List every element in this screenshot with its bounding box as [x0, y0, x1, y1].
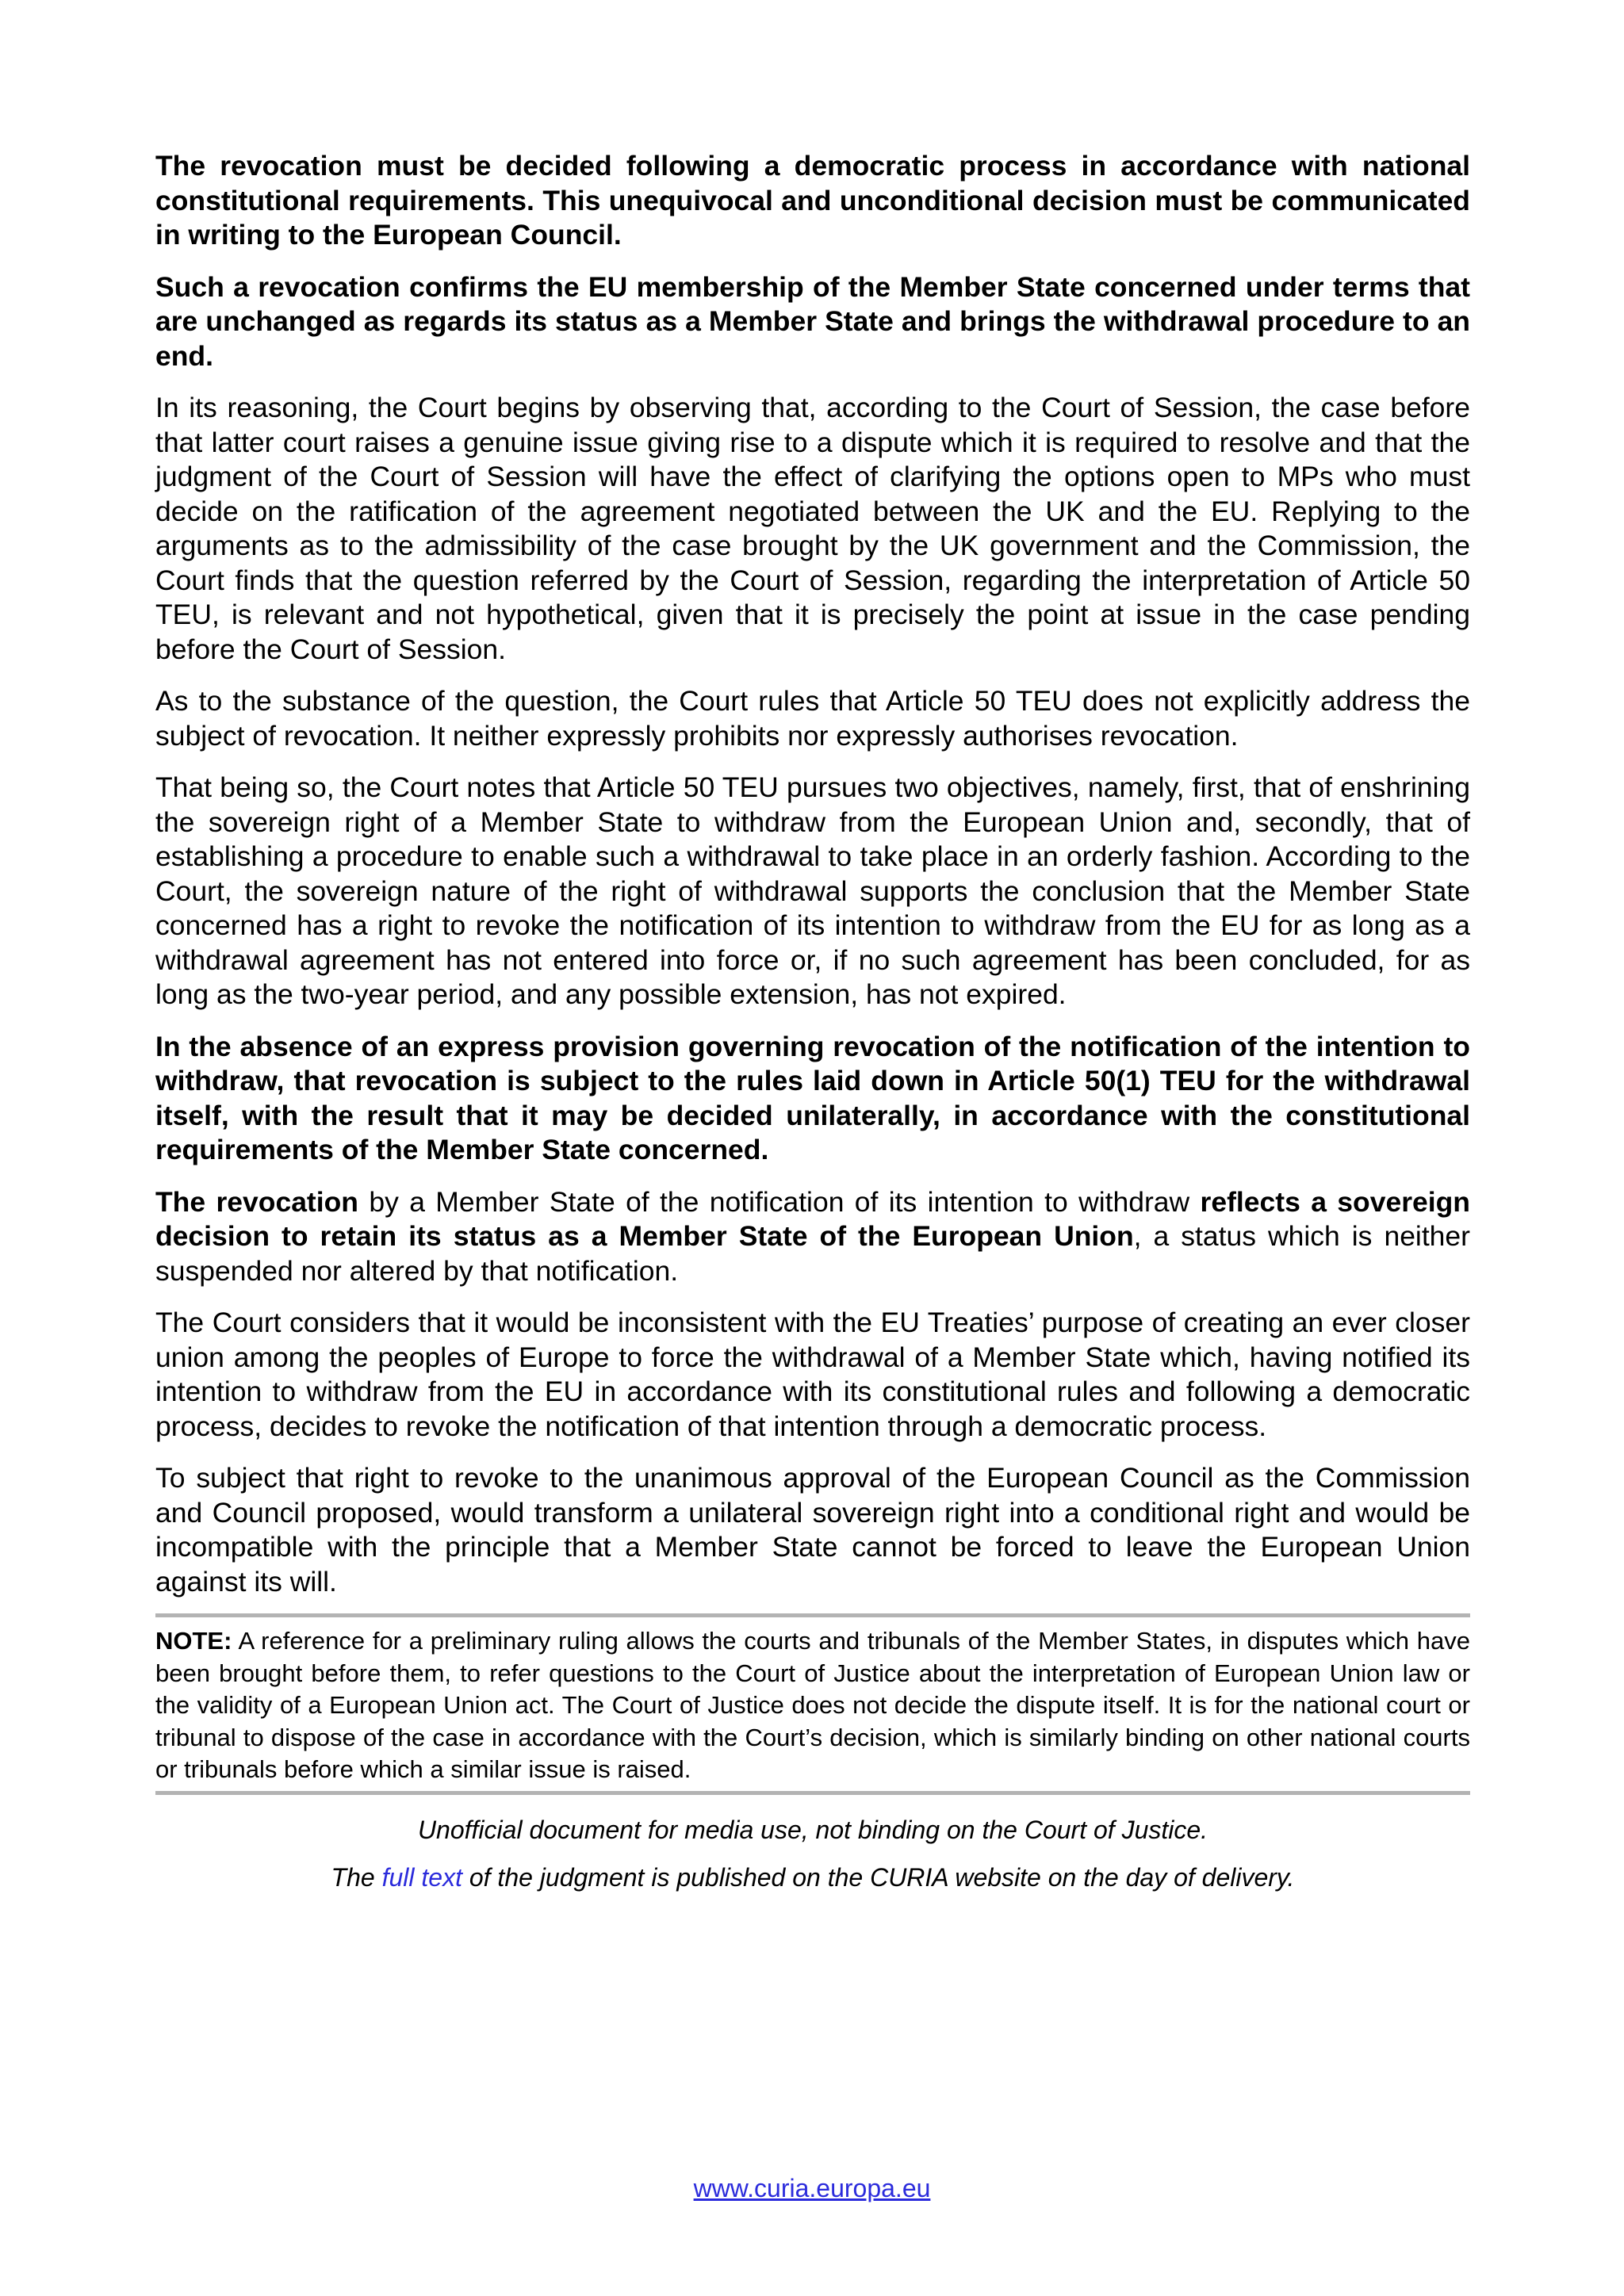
publish-prefix: The	[331, 1862, 382, 1892]
paragraph-revocation-process: The revocation must be decided following a democratic process in accordance with national constitutional requirements. This unequivocal and unconditional decision must be communicated in writing to the European Council.	[155, 150, 1470, 251]
publish-suffix: of the judgment is published on the CURIA website on the day of delivery.	[462, 1862, 1295, 1892]
paragraph-objectives: That being so, the Court notes that Article 50 TEU pursues two objectives, namely, first, that of enshrining the sovereign right of a Member State to withdraw from the European Union and, secondly, that of establishing a procedure to enable such a withdrawal to take place in an orderly fashion. According to the Court, the sovereign nature of the right of withdrawal supports the conclusion that the Member State concerned has a right to revoke the notification of its intention to withdraw from the EU for as long as a withdrawal agreement has not entered into force or, if no such agreement has been concluded, for as long as the two-year period, and any possible extension, has not expired.	[155, 771, 1470, 1010]
note-label: NOTE:	[155, 1627, 232, 1655]
footer-website	[0, 2172, 1624, 2204]
paragraph-absence-provision: In the absence of an express provision governing revocation of the notification of the intention to withdraw, that revocation is subject to the rules laid down in Article 50(1) TEU for the withdrawal itself, with the result that it may be decided unilaterally, in accordance with the constitutional requirements of the Member State concerned.	[155, 1030, 1470, 1165]
note-bottom-rule	[155, 1791, 1470, 1795]
paragraph-unanimous-approval: To subject that right to revoke to the unanimous approval of the European Council as the Commission and Council proposed, would transform a unilateral sovereign right into a conditional right and would be incompatible with the principle that a Member State cannot be forced to leave the European Union against its will.	[155, 1462, 1470, 1598]
footer-publish-line	[155, 1862, 1470, 1893]
paragraph-sovereign-decision	[155, 1185, 1470, 1289]
mixed-text-1: by a Member State of the notification of its intention to withdraw	[358, 1185, 1201, 1218]
note-text: A reference for a preliminary ruling allows the courts and tribunals of the Member States, in disputes which have been brought before them, to refer questions to the Court of Justice about the interpretation of European Union law or the validity of a European Union act. The Court of Justice does not decide the dispute itself. It is for the national court or tribunal to dispose of the case in accordance with the Court’s decision, which is similarly binding on other national courts or tribunals before which a similar issue is raised.	[155, 1627, 1470, 1783]
website-link[interactable]: www.curia.europa.eu	[693, 2174, 931, 2202]
footer-disclaimer: Unofficial document for media use, not binding on the Court of Justice.	[417, 1815, 1208, 1844]
full-text-link[interactable]: full text	[381, 1862, 462, 1892]
note-box	[155, 1625, 1470, 1786]
document-body	[155, 149, 1470, 1893]
paragraph-revocation-confirms: Such a revocation confirms the EU membership of the Member State concerned under terms that are unchanged as regards its status as a Member State and brings the withdrawal procedure to an end.	[155, 270, 1470, 372]
note-top-rule	[155, 1613, 1470, 1617]
mixed-bold-1: The revocation	[155, 1185, 358, 1218]
mixed-bold-2: reflects a sovereign decision to retain its status as a Member State of the European Union	[155, 1185, 1470, 1252]
paragraph-substance: As to the substance of the question, the Court rules that Article 50 TEU does not explicitly address the subject of revocation. It neither expressly prohibits nor expressly authorises revocation.	[155, 685, 1470, 752]
mixed-text-2: , a status which is neither suspended nor altered by that notification.	[155, 1220, 1470, 1287]
paragraph-court-reasoning: In its reasoning, the Court begins by observing that, according to the Court of Session, the case before that latter court raises a genuine issue giving rise to a dispute which it is required to resolve and that the judgment of the Court of Session will have the effect of clarifying the options open to MPs who must decide on the ratification of the agreement negotiated between the UK and the EU. Replying to the arguments as to the admissibility of the case brought by the UK government and the Commission, the Court finds that the question referred by the Court of Session, regarding the interpretation of Article 50 TEU, is relevant and not hypothetical, given that it is precisely the point at issue in the case pending before the Court of Session.	[155, 392, 1470, 665]
paragraph-inconsistent: The Court considers that it would be inconsistent with the EU Treaties’ purpose of creating an ever closer union among the peoples of Europe to force the withdrawal of a Member State which, having notified its intention to withdraw from the EU in accordance with its constitutional rules and following a democratic process, decides to revoke the notification of that intention through a democratic process.	[155, 1307, 1470, 1442]
